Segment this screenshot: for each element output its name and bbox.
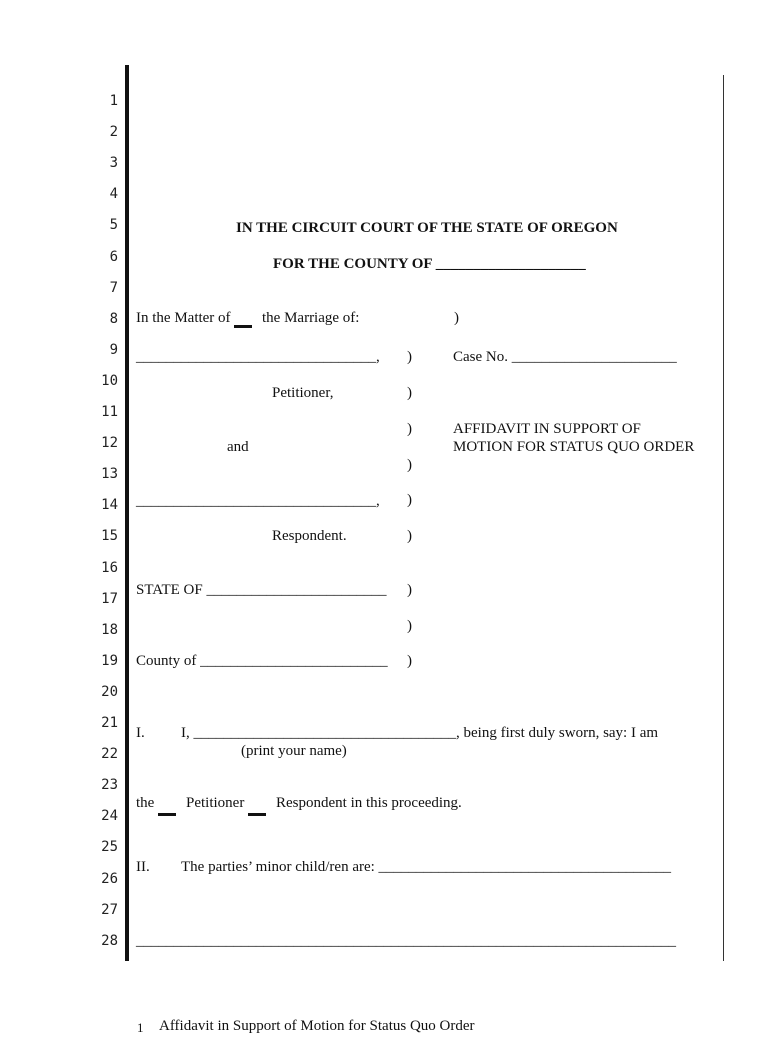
footer-title: Affidavit in Support of Motion for Status Quo Order — [159, 1018, 475, 1034]
left-margin-rule — [125, 65, 129, 961]
line-number: 17 — [101, 590, 118, 607]
role-respondent: Respondent in this proceeding. — [276, 795, 462, 811]
line-number: 6 — [109, 248, 118, 265]
matter-checkbox-blank[interactable] — [234, 325, 252, 328]
line-number: 18 — [101, 621, 118, 638]
line-number: 1 — [109, 93, 118, 109]
caption-paren: ) — [407, 457, 412, 473]
right-margin-rule — [723, 75, 724, 961]
line-number: 27 — [101, 901, 118, 918]
document-title-line-2: MOTION FOR STATUS QUO ORDER — [453, 439, 695, 455]
respondent-checkbox-blank[interactable] — [248, 813, 266, 816]
line-number: 26 — [101, 870, 118, 887]
caption-paren: ) — [407, 653, 412, 669]
matter-suffix: the Marriage of: — [262, 310, 360, 326]
respondent-label: Respondent. — [272, 528, 347, 544]
line-number: 7 — [109, 279, 118, 296]
line-number: 11 — [101, 404, 118, 420]
court-heading: IN THE CIRCUIT COURT OF THE STATE OF OREGON — [236, 220, 618, 236]
page-number: 1 — [137, 1020, 144, 1035]
caption-paren: ) — [407, 349, 412, 365]
caption-paren: ) — [407, 618, 412, 634]
line-number: 28 — [101, 932, 118, 949]
line-number: 16 — [101, 559, 118, 576]
line-number: 22 — [101, 746, 118, 763]
line-number: 4 — [109, 186, 118, 203]
children-continuation-field[interactable]: ________________________________________________________________________ — [136, 933, 676, 949]
county-heading[interactable]: FOR THE COUNTY OF ____________________ — [273, 256, 586, 272]
county-of-field[interactable]: County of _________________________ — [136, 653, 388, 669]
line-number: 13 — [101, 466, 118, 483]
caption-paren: ) — [407, 582, 412, 598]
respondent-name-field[interactable]: ________________________________, — [136, 493, 380, 509]
petitioner-name-field[interactable]: ________________________________, — [136, 349, 380, 365]
line-number: 25 — [101, 839, 118, 856]
children-field[interactable]: The parties’ minor child/ren are: _______________________________________ — [181, 859, 672, 875]
document-title-line-1: AFFIDAVIT IN SUPPORT OF — [453, 421, 641, 437]
caption-paren: ) — [407, 421, 412, 437]
role-petitioner: Petitioner — [186, 795, 245, 811]
section-1-number: I. — [136, 725, 145, 741]
state-of-field[interactable]: STATE OF ________________________ — [136, 582, 387, 598]
caption-paren: ) — [407, 385, 412, 401]
petitioner-label: Petitioner, — [272, 385, 334, 401]
and-label: and — [227, 439, 249, 455]
line-number: 12 — [101, 435, 118, 452]
line-number: 3 — [109, 155, 118, 172]
caption-paren: ) — [407, 492, 412, 508]
line-number: 21 — [101, 715, 118, 731]
line-number: 14 — [101, 497, 118, 514]
affiant-name-field[interactable]: I, ___________________________________, being first duly sworn, say: I am — [181, 725, 659, 741]
line-number: 15 — [101, 528, 118, 545]
petitioner-checkbox-blank[interactable] — [158, 813, 176, 816]
line-number: 2 — [109, 124, 118, 141]
line-number: 24 — [101, 808, 118, 825]
line-number: 5 — [109, 217, 118, 234]
caption-paren: ) — [454, 310, 459, 326]
line-number: 9 — [109, 341, 118, 358]
case-number-field[interactable]: Case No. ______________________ — [453, 349, 677, 365]
line-number: 10 — [101, 372, 118, 389]
line-number: 8 — [109, 310, 118, 327]
line-number: 20 — [101, 683, 118, 700]
matter-prefix: In the Matter of — [136, 310, 231, 326]
role-the: the — [136, 795, 155, 811]
line-number: 19 — [101, 652, 118, 669]
caption-paren: ) — [407, 528, 412, 544]
line-number: 23 — [101, 777, 118, 794]
section-2-number: II. — [136, 859, 150, 875]
print-name-hint: (print your name) — [241, 743, 347, 759]
